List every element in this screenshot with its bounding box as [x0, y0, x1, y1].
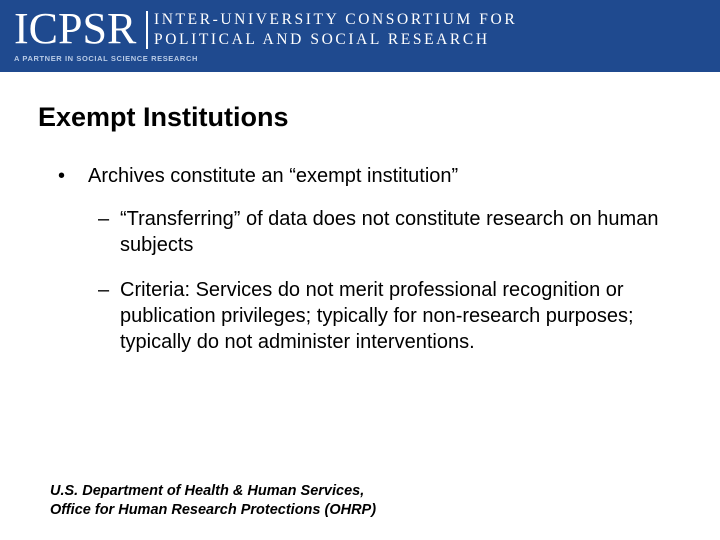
tagline: A PARTNER IN SOCIAL SCIENCE RESEARCH	[14, 54, 198, 63]
source-line-1: U.S. Department of Health & Human Services,	[50, 483, 365, 499]
bullet-text: Archives constitute an “exempt institution”	[88, 165, 459, 187]
sub-bullet-dash: –	[98, 279, 110, 301]
header-banner	[0, 0, 720, 72]
source-citation	[50, 482, 376, 520]
sub-bullet-text: Criteria: Services do not merit professional recognition or publication privileges; typically for non-research purposes; typically do not administer interventions.	[120, 279, 634, 353]
logo-divider	[146, 11, 148, 49]
org-name-line-2: POLITICAL AND SOCIAL RESEARCH	[154, 31, 490, 48]
bullet-mark: •	[58, 165, 66, 187]
org-name-line-1: INTER-UNIVERSITY CONSORTIUM FOR	[154, 11, 518, 28]
icpsr-logo: ICPSR	[14, 4, 137, 53]
slide-title: Exempt Institutions	[38, 102, 289, 132]
source-line-2: Office for Human Research Protections (OHRP)	[50, 502, 377, 518]
sub-bullet-text: “Transferring” of data does not constitute research on human subjects	[120, 208, 659, 256]
sub-bullet-dash: –	[98, 208, 110, 230]
